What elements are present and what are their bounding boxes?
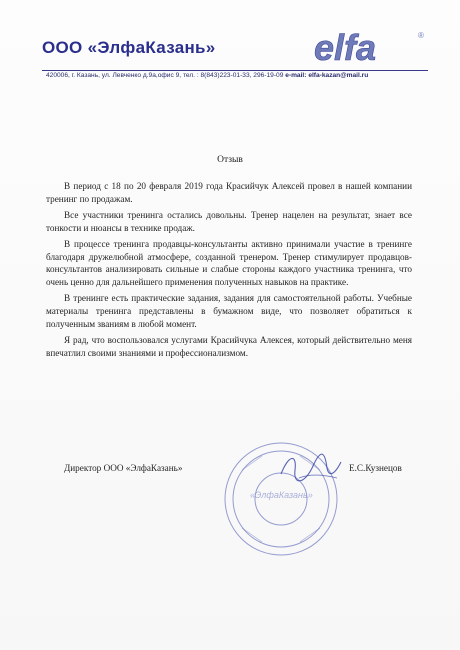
logo-wordmark: elfa (314, 27, 377, 68)
handwritten-signature (275, 444, 347, 492)
letterhead-divider (42, 70, 428, 71)
signer-name: Е.С.Кузнецов (349, 463, 402, 473)
paragraph: В период с 18 по 20 февраля 2019 года Красийчук Алексей провел в нашей компании тренинг по продажам. (46, 181, 412, 204)
company-name: ООО «ЭлфаКазань» (42, 38, 216, 57)
contact-address: 420006, г. Казань, ул. Левченко д.9а,офис 9, тел. : 8(843)223-01-33, 296-19-09 (46, 72, 284, 79)
email-label: e-mail: (285, 72, 307, 79)
letter-title: Отзыв (217, 155, 243, 165)
registered-mark: ® (418, 31, 424, 40)
paragraph: Все участники тренинга остались довольны. Тренер нацелен на результат, знает все тонкости и нюансы в технике продаж. (46, 209, 412, 233)
stamp-text: «ЭлфаКазань» (250, 490, 313, 500)
paragraph: Я рад, что воспользовался услугами Красийчука Алексея, который действительно меня впечатлил своими знаниями и профессионализмом. (46, 334, 412, 358)
contact-line (46, 72, 368, 79)
paragraph: В тренинге есть практические задания, задания для самостоятельной работы. Учебные материалы тренинга представлены в бумажном виде, что позволяет обратиться к полученным званиям в любой момент. (46, 293, 412, 330)
letter-body (46, 180, 412, 363)
paragraph: В процессе тренинга продавцы-консультанты активно принимали участие в тренинге благодаря дружелюбной атмосфере, созданной тренером. Тренер стимулирует продавцов-консультантов анализировать сильные и слабые стороны каждого участника тренинга, что очень ценно для дальнейшего применения полученных навыков на практике. (46, 238, 412, 288)
signer-role: Директор ООО «ЭлфаКазань» (64, 463, 183, 473)
elfa-logo (312, 22, 430, 70)
email-address: elfa-kazan@mail.ru (308, 72, 369, 79)
